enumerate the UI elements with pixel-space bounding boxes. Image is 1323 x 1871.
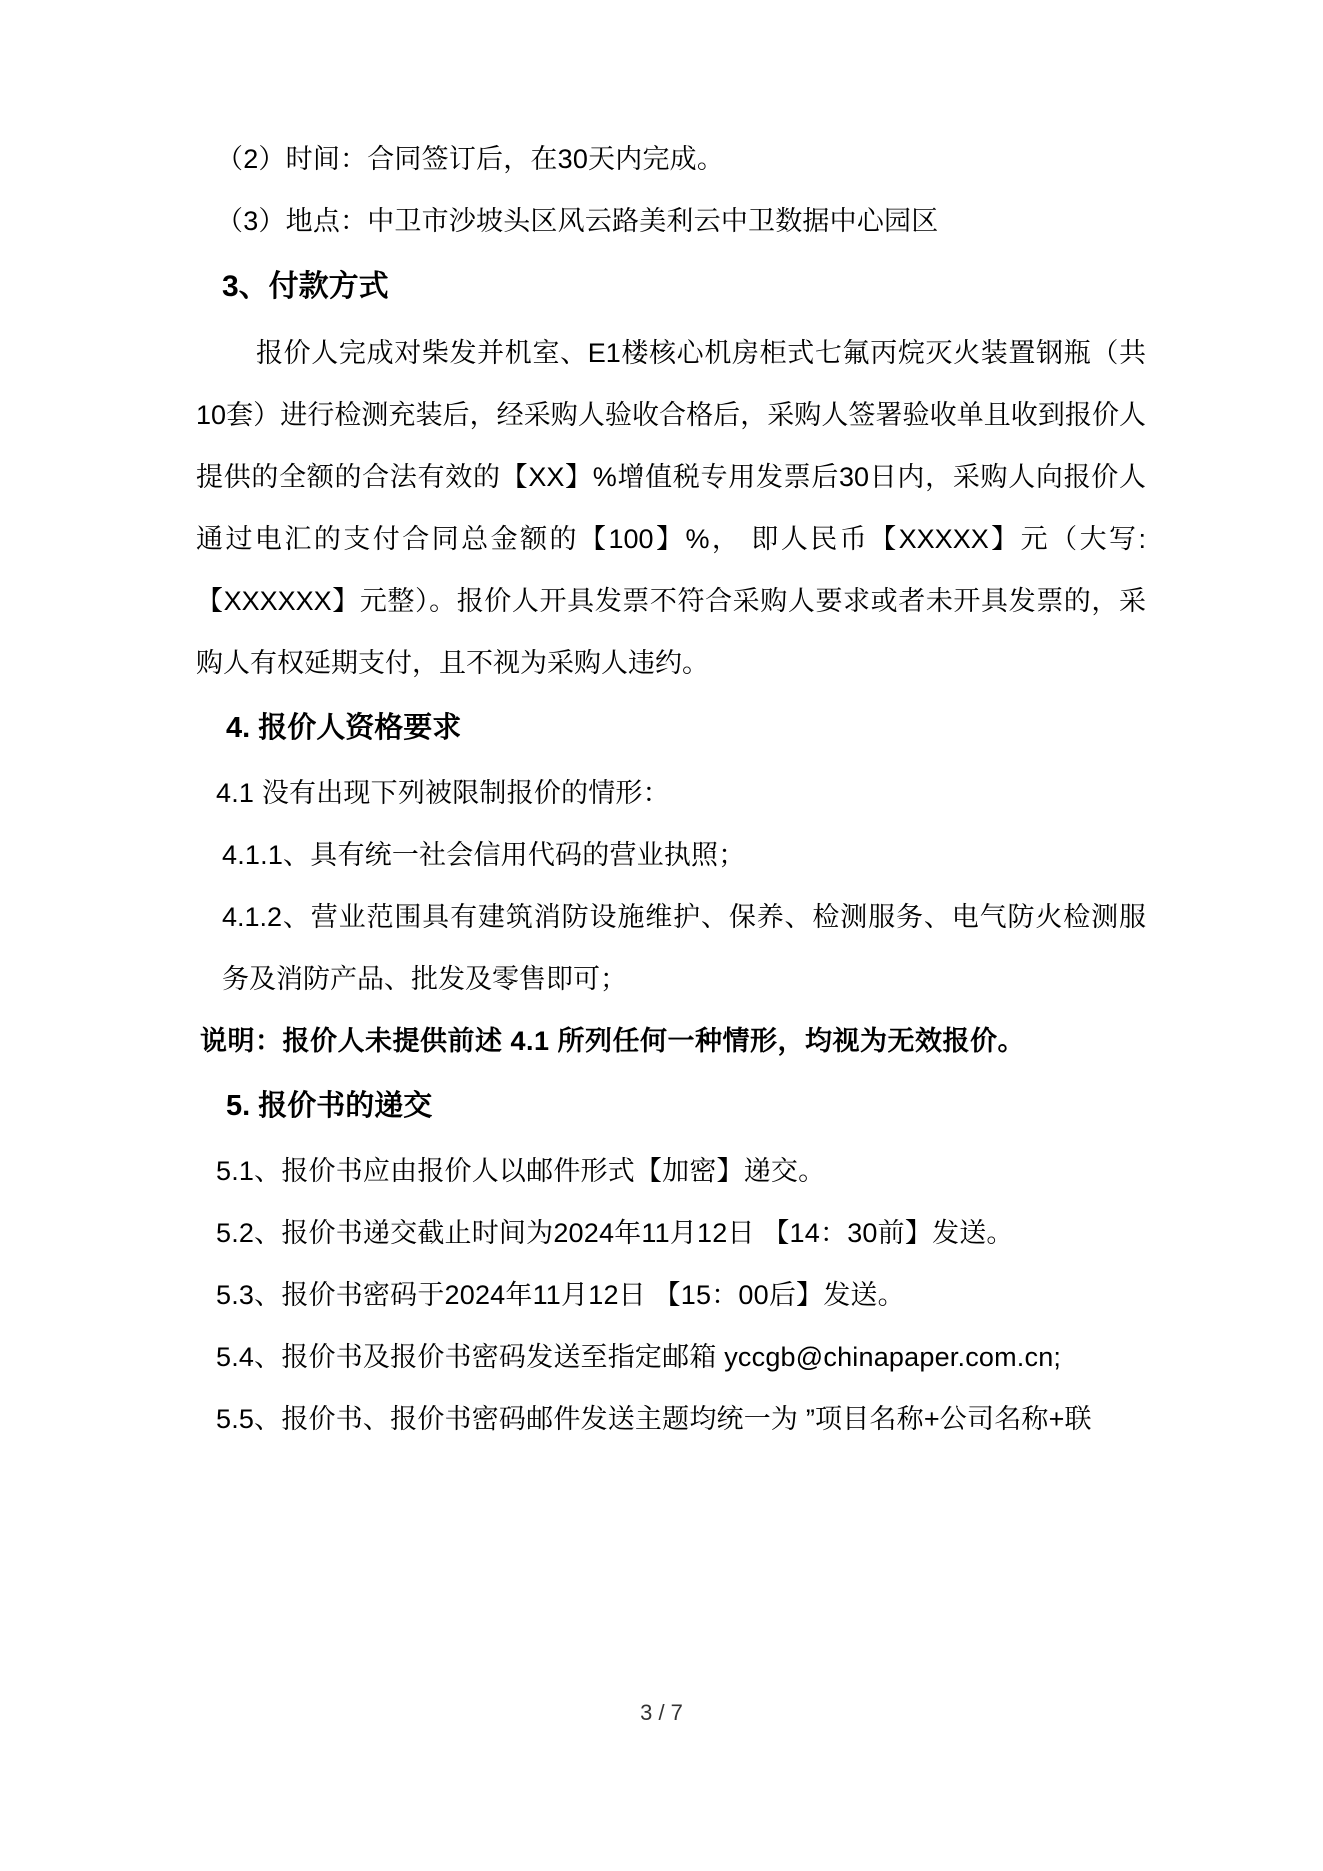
page-footer <box>0 1700 1323 1726</box>
text-line-5-1: 5.1、报价书应由报价人以邮件形式【加密】递交。 <box>216 1156 826 1186</box>
section-heading-submission: 5. 报价书的递交 <box>226 1090 433 1122</box>
note-invalid-quote: 说明：报价人未提供前述 4.1 所列任何一种情形，均视为无效报价。 <box>200 1026 1026 1056</box>
text-line-5-5: 5.5、报价书、报价书密码邮件发送主题均统一为 ”项目名称+公司名称+联 <box>216 1404 1092 1434</box>
page-content <box>196 128 1146 1450</box>
page-number: 3 / 7 <box>640 1700 683 1725</box>
text-line-5-4: 5.4、报价书及报价书密码发送至指定邮箱 yccgb@chinapaper.com.cn; <box>216 1342 1062 1372</box>
section-body-payment: 报价人完成对柴发并机室、E1楼核心机房柜式七氟丙烷灭火装置钢瓶（共10套）进行检测充装后，经采购人验收合格后，采购人签署验收单且收到报价人提供的全额的合法有效的【XX】%增值税专用发票后30日内，采购人向报价人通过电汇的支付合同总金额的【100】%， 即人民币【XXXXX】元（大写:【XXXXXX】元整）。报价人开具发票不符合采购人要求或者未开具发票的，采购人有权延期支付，且不视为采购人违约。 <box>196 338 1146 678</box>
text-line-time: （2）时间：合同签订后，在30天内完成。 <box>216 144 725 174</box>
text-line-location: （3）地点：中卫市沙坡头区风云路美利云中卫数据中心园区 <box>216 206 939 236</box>
section-heading-qualification: 4. 报价人资格要求 <box>226 712 462 744</box>
text-line-4-1-2: 4.1.2、营业范围具有建筑消防设施维护、保养、检测服务、电气防火检测服务及消防产品、批发及零售即可； <box>222 902 1146 994</box>
text-line-4-1-1: 4.1.1、具有统一社会信用代码的营业执照； <box>222 840 746 870</box>
text-line-5-2: 5.2、报价书递交截止时间为2024年11月12日 【14：30前】发送。 <box>216 1218 1014 1248</box>
text-line-5-3: 5.3、报价书密码于2024年11月12日 【15：00后】发送。 <box>216 1280 905 1310</box>
text-line-4-1: 4.1 没有出现下列被限制报价的情形： <box>216 778 670 808</box>
section-heading-payment: 3、付款方式 <box>222 270 389 303</box>
